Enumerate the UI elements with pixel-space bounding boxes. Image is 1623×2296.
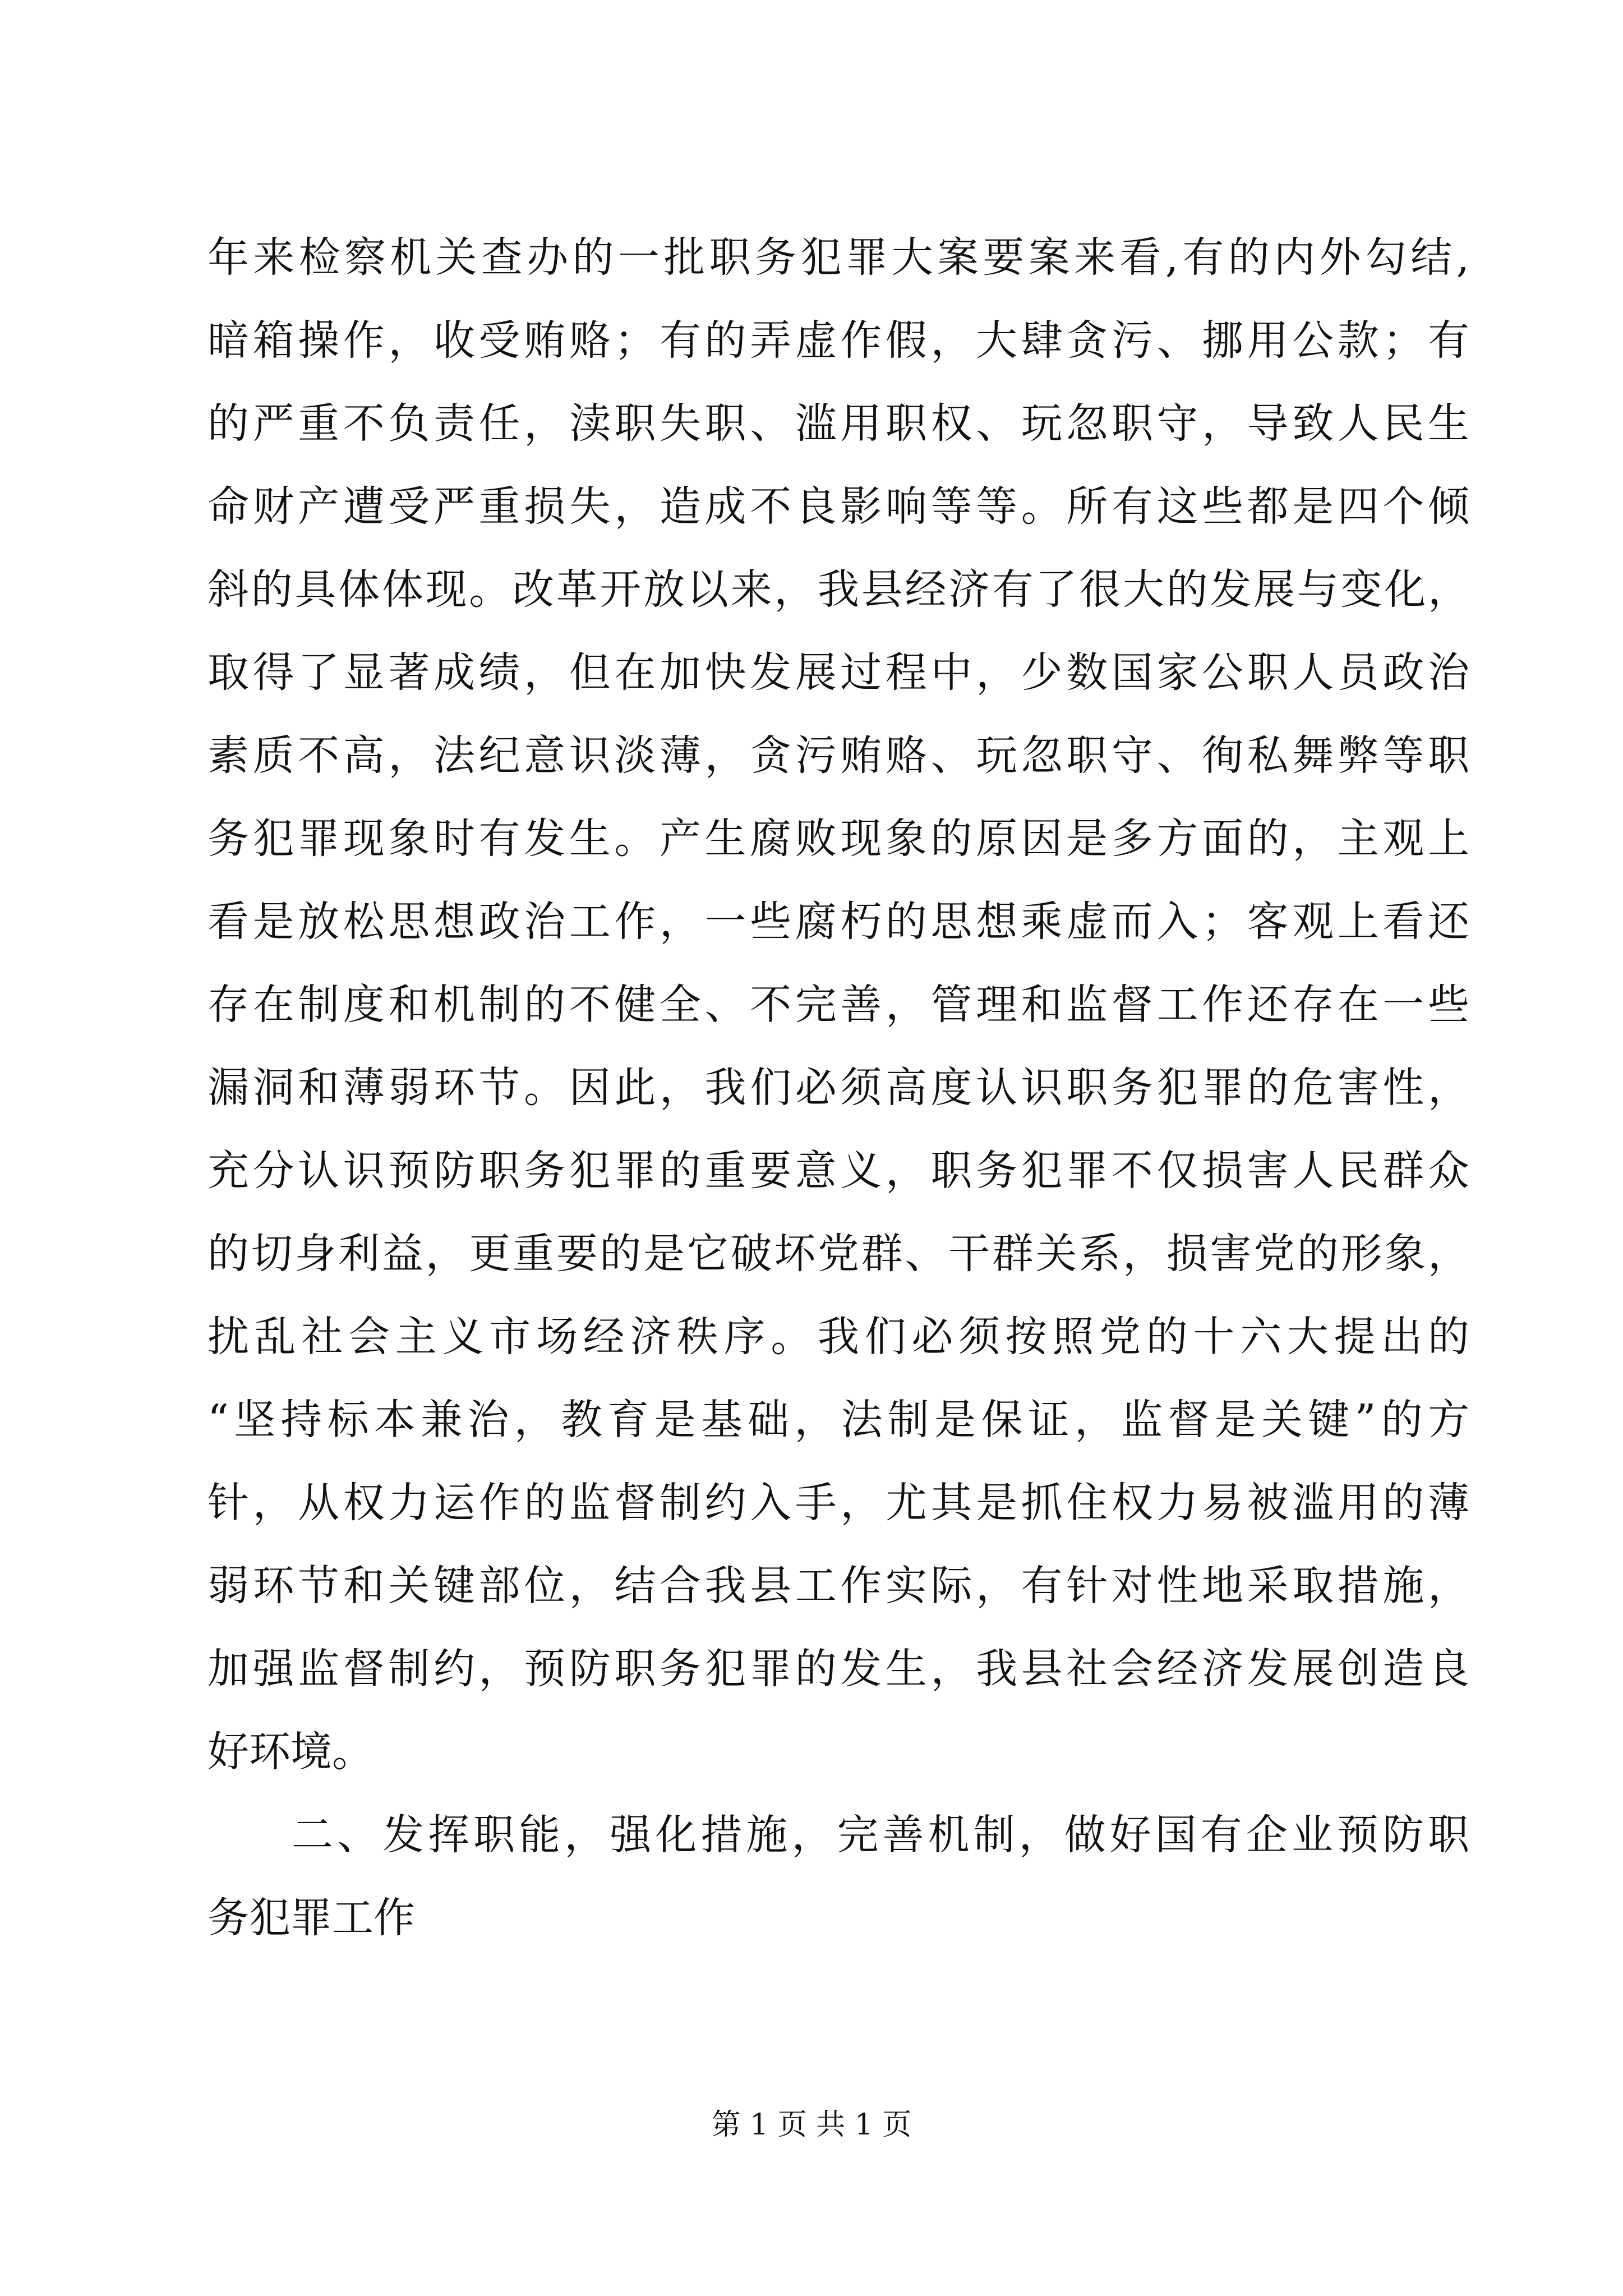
body-line: 充分认识预防职务犯罪的重要意义，职务犯罪不仅损害人民群众 (208, 1147, 1469, 1195)
body-line: 加强监督制约，预防职务犯罪的发生，我县社会经济发展创造良 (208, 1645, 1469, 1693)
body-line: 扰乱社会主义市场经济秩序。我们必须按照党的十六大提出的 (208, 1313, 1469, 1361)
page-footer: 第 1 页 共 1 页 (711, 2108, 912, 2142)
body-line: 看是放松思想政治工作，一些腐朽的思想乘虚而入；客观上看还 (208, 898, 1469, 946)
body-line: 年来检察机关查办的一批职务犯罪大案要案来看,有的内外勾结, (208, 233, 1469, 282)
body-line: 斜的具体体现。改革开放以来，我县经济有了很大的发展与变化， (208, 565, 1469, 614)
body-line: 弱环节和关键部位，结合我县工作实际，有针对性地采取措施， (208, 1562, 1469, 1610)
body-line: 针，从权力运作的监督制约入手，尤其是抓住权力易被滥用的薄 (208, 1479, 1469, 1527)
body-line: 素质不高，法纪意识淡薄，贪污贿赂、玩忽职守、徇私舞弊等职 (208, 731, 1469, 780)
section-heading-line: 务犯罪工作 (208, 1894, 415, 1942)
body-line: 的严重不负责任，渎职失职、滥用职权、玩忽职守，导致人民生 (208, 399, 1469, 448)
body-line: 的切身利益，更重要的是它破坏党群、干群关系，损害党的形象， (208, 1230, 1469, 1278)
body-line: 暗箱操作，收受贿赂；有的弄虚作假，大肆贪污、挪用公款；有 (208, 316, 1469, 365)
body-line: “坚持标本兼治，教育是基础，法制是保证，监督是关键”的方 (208, 1396, 1469, 1444)
body-line: 取得了显著成绩，但在加快发展过程中，少数国家公职人员政治 (208, 648, 1469, 697)
body-line: 务犯罪现象时有发生。产生腐败现象的原因是多方面的，主观上 (208, 815, 1469, 863)
body-line: 存在制度和机制的不健全、不完善，管理和监督工作还存在一些 (208, 981, 1469, 1029)
body-text (208, 216, 1469, 1959)
section-heading-line: 二、发挥职能，强化措施，完善机制，做好国有企业预防职 (292, 1811, 1469, 1859)
body-line: 漏洞和薄弱环节。因此，我们必须高度认识职务犯罪的危害性， (208, 1064, 1469, 1112)
body-line: 命财产遭受严重损失，造成不良影响等等。所有这些都是四个倾 (208, 482, 1469, 531)
body-line: 好环境。 (208, 1728, 374, 1776)
